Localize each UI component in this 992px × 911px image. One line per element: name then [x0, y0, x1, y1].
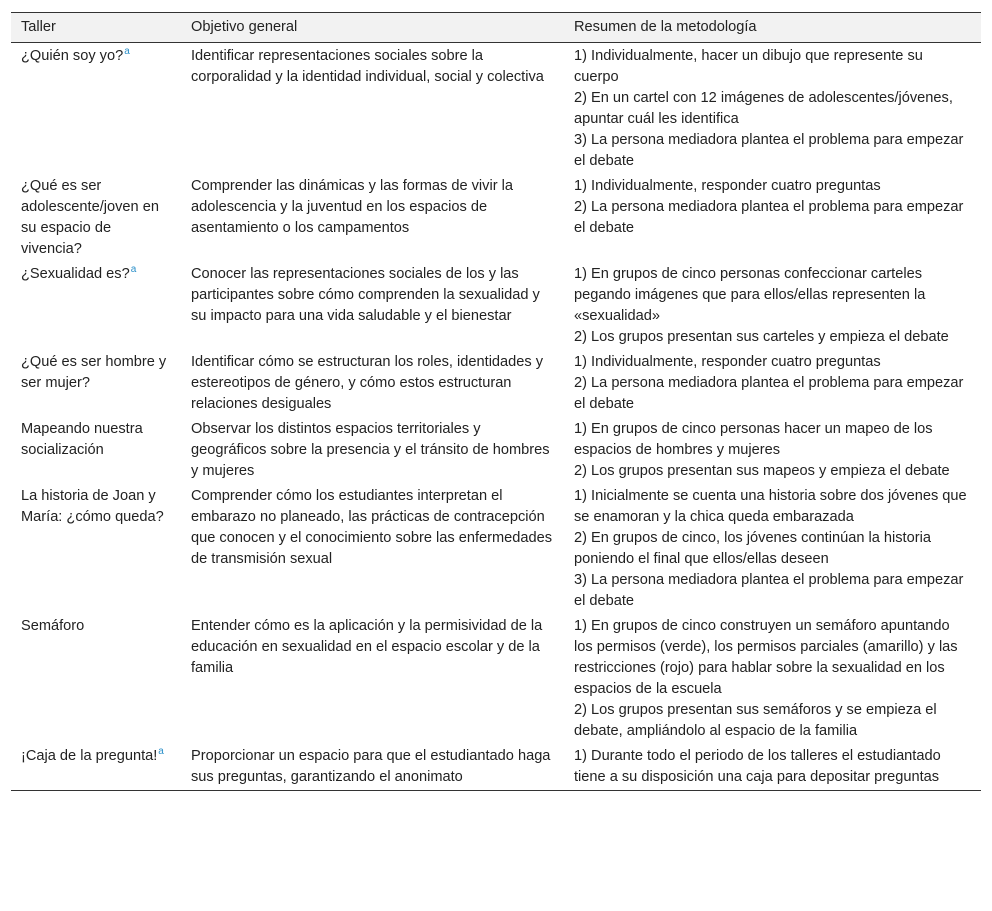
cell-objetivo: Observar los distintos espacios territoriales y geográficos sobre la presencia y el tránsito de hombres y mujeres: [191, 421, 550, 479]
table-row: [11, 614, 981, 744]
cell-objetivo: Identificar cómo se estructuran los roles, identidades y estereotipos de género, y cómo estos estructuran relaciones desiguales: [191, 354, 544, 412]
cell-metodologia: [564, 484, 981, 614]
cell-taller: ¡Caja de la pregunta!$^a$: [21, 746, 164, 764]
cell-objetivo: Comprender las dinámicas y las formas de vivir la adolescencia y la juventud en los espacios de asentamiento o los campamentos: [191, 178, 513, 236]
method-step: 2) Los grupos presentan sus carteles y empieza el debate: [574, 329, 949, 345]
cell-objetivo: Entender cómo es la aplicación y la permisividad de la educación en sexualidad en el espacio escolar y de la familia: [191, 618, 543, 676]
cell-objetivo: Identificar representaciones sociales sobre la corporalidad y la identidad individual, social y colectiva: [191, 48, 544, 85]
method-step: 3) La persona mediadora plantea el problema para empezar el debate: [574, 132, 964, 169]
method-step: 1) Individualmente, responder cuatro preguntas: [574, 354, 881, 370]
header-taller: Taller: [21, 19, 56, 35]
cell-taller: ¿Quién soy yo?$^a$: [21, 46, 130, 64]
method-step: 1) Individualmente, responder cuatro preguntas: [574, 178, 881, 194]
method-step: 1) En grupos de cinco personas confeccionar carteles pegando imágenes que para ellos/ellas representen la «sexualidad»: [574, 266, 926, 324]
header-metodologia: Resumen de la metodología: [574, 19, 757, 35]
footnote-marker[interactable]: a: [158, 746, 164, 758]
table-header-row: [11, 13, 981, 43]
footnote-marker[interactable]: a: [124, 46, 130, 58]
cell-taller: Mapeando nuestra socialización: [21, 421, 143, 458]
table-row: [11, 43, 981, 175]
cell-objetivo: Conocer las representaciones sociales de los y las participantes sobre cómo comprenden la sexualidad y su impacto para una vida saludable y el bienestar: [191, 266, 540, 324]
workshops-table: [11, 12, 981, 791]
footnote-marker[interactable]: a: [130, 264, 137, 276]
method-step: 2) La persona mediadora plantea el problema para empezar el debate: [574, 199, 964, 236]
cell-metodologia: [564, 417, 981, 484]
method-step: 2) Los grupos presentan sus semáforos y se empieza el debate, ampliándolo al espacio de la familia: [574, 702, 937, 739]
method-step: 1) En grupos de cinco construyen un semáforo apuntando los permisos (verde), los permisos parciales (amarillo) y las restricciones (rojo) para hablar sobre la sexualidad en los espacios de la escuela: [574, 618, 958, 697]
cell-metodologia: [564, 350, 981, 417]
method-step: 1) Inicialmente se cuenta una historia sobre dos jóvenes que se enamoran y la chica queda embarazada: [574, 488, 967, 525]
cell-taller: ¿Sexualidad es?$^a$: [21, 264, 137, 282]
cell-metodologia: [564, 744, 981, 791]
cell-taller: Semáforo: [21, 618, 85, 634]
cell-taller: ¿Qué es ser adolescente/joven en su espacio de vivencia?: [21, 178, 159, 257]
cell-metodologia: [564, 174, 981, 262]
method-step: 1) Durante todo el periodo de los talleres el estudiantado tiene a su disposición una caja para depositar preguntas: [574, 748, 941, 785]
method-step: 2) En grupos de cinco, los jóvenes continúan la historia poniendo el final que ellos/ellas deseen: [574, 530, 931, 567]
table-row: [11, 262, 981, 350]
cell-taller: ¿Qué es ser hombre y ser mujer?: [21, 354, 167, 391]
cell-metodologia: [564, 43, 981, 175]
table-row: [11, 484, 981, 614]
cell-metodologia: [564, 614, 981, 744]
table-row: [11, 417, 981, 484]
cell-objetivo: Comprender cómo los estudiantes interpretan el embarazo no planeado, las prácticas de contracepción que conocen y el conocimiento sobre las enfermedades de transmisión sexual: [191, 488, 553, 567]
method-step: 2) En un cartel con 12 imágenes de adolescentes/jóvenes, apuntar cuál les identifica: [574, 90, 953, 127]
method-step: 3) La persona mediadora plantea el problema para empezar el debate: [574, 572, 964, 609]
cell-metodologia: [564, 262, 981, 350]
header-objetivo: Objetivo general: [191, 19, 298, 35]
table-row: [11, 350, 981, 417]
cell-taller: La historia de Joan y María: ¿cómo queda?: [21, 488, 164, 525]
table-row: [11, 744, 981, 791]
table-row: [11, 174, 981, 262]
cell-objetivo: Proporcionar un espacio para que el estudiantado haga sus preguntas, garantizando el anonimato: [191, 748, 551, 785]
method-step: 2) Los grupos presentan sus mapeos y empieza el debate: [574, 463, 950, 479]
method-step: 1) Individualmente, hacer un dibujo que represente su cuerpo: [574, 48, 923, 85]
method-step: 2) La persona mediadora plantea el problema para empezar el debate: [574, 375, 964, 412]
method-step: 1) En grupos de cinco personas hacer un mapeo de los espacios de hombres y mujeres: [574, 421, 933, 458]
